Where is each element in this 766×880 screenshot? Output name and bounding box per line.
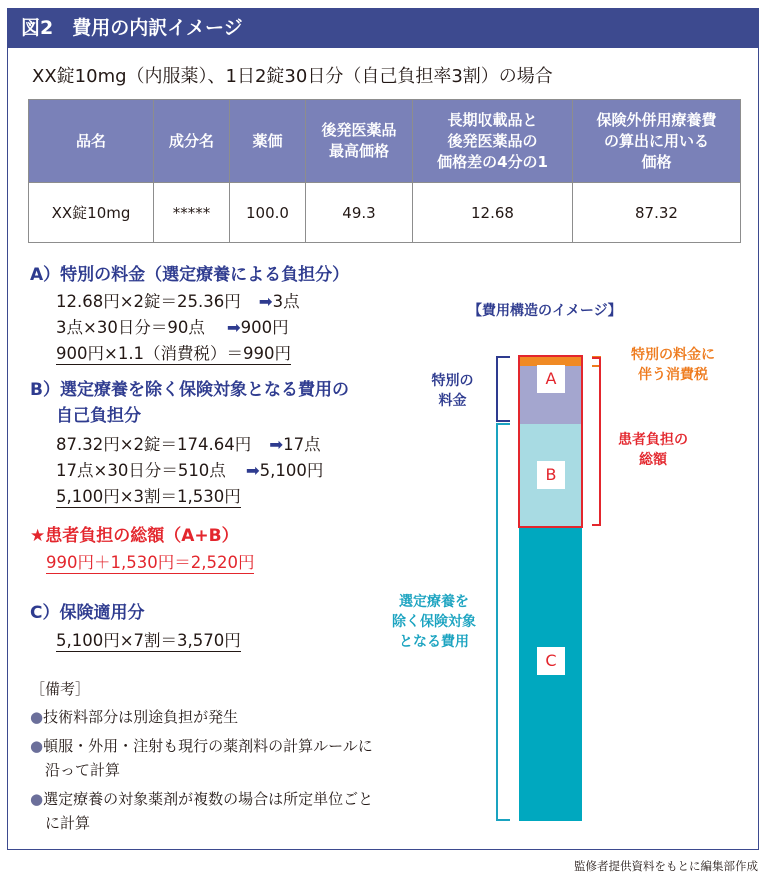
cell-drug-price: 100.0 (230, 183, 306, 243)
bullet-icon: ● (30, 737, 44, 755)
section-b-line1: 87.32円×2錠＝174.64円 ➡17点 (56, 435, 321, 454)
cell-price-gap-quarter: 12.68 (413, 183, 573, 243)
section-a-line2: 3点×30日分＝90点 ➡900円 (56, 318, 289, 337)
header-ingredient: 成分名 (154, 100, 230, 183)
arrow-right-icon: ➡ (258, 292, 273, 311)
insured-cost-label: 選定療養を 除く保険対象 となる費用 (392, 594, 476, 650)
remark-item: ●技術料部分は別途負担が発生 (30, 708, 239, 726)
tax-label: 特別の料金に 伴う消費税 (631, 347, 715, 383)
diagram-title: 【費用構造のイメージ】 (468, 303, 622, 319)
section-c-heading: C）保険適用分 (30, 603, 145, 623)
header-drug-price: 薬価 (230, 100, 306, 183)
section-c-line1: 5,100円×7割＝3,570円 (56, 631, 241, 650)
right-bracket-total (592, 358, 600, 525)
section-b-heading-1: B）選定療養を除く保険対象となる費用の (30, 380, 349, 400)
header-product-name: 品名 (29, 100, 154, 183)
header-calc-price: 保険外併用療養費 の算出に用いる 価格 (573, 100, 741, 183)
section-a-line1: 12.68円×2錠＝25.36円 ➡3点 (56, 292, 300, 311)
figure-title: 図2 費用の内訳イメージ (7, 8, 759, 48)
arrow-right-icon: ➡ (269, 435, 284, 454)
bullet-icon: ● (30, 790, 44, 808)
left-bracket-c (497, 424, 510, 820)
arrow-right-icon: ➡ (245, 461, 260, 480)
total-heading: ★患者負担の総額（A+B） (30, 526, 239, 546)
case-subtitle: XX錠10mg（内服薬）、1日2錠30日分（自己負担率3割）の場合 (32, 66, 553, 87)
arrow-right-icon: ➡ (226, 318, 241, 337)
total-line: 990円＋1,530円＝2,520円 (46, 553, 255, 572)
cell-calc-price: 87.32 (573, 183, 741, 243)
remark-item: ●選定療養の対象薬剤が複数の場合は所定単位ごと に計算 (30, 790, 374, 832)
section-b-line3: 5,100円×3割＝1,530円 (56, 487, 241, 506)
source-credit: 監修者提供資料をもとに編集部作成 (574, 859, 758, 873)
remarks-heading: ［備考］ (30, 680, 91, 698)
segment-a-label: A (537, 365, 565, 393)
segment-b-label: B (537, 461, 565, 489)
header-generic-max-price: 後発医薬品 最高価格 (306, 100, 413, 183)
section-b-line2: 17点×30日分＝510点 ➡5,100円 (56, 461, 324, 480)
cell-generic-max-price: 49.3 (306, 183, 413, 243)
total-burden-label: 患者負担の 総額 (618, 432, 688, 468)
segment-c-label: C (537, 647, 565, 675)
section-a-heading: A）特別の料金（選定療養による負担分） (30, 265, 350, 285)
section-b-heading-2: 自己負担分 (56, 406, 141, 426)
cell-ingredient: ***** (154, 183, 230, 243)
special-fee-label: 特別の 料金 (431, 373, 474, 409)
section-a-line3: 900円×1.1（消費税）＝990円 (56, 344, 292, 363)
bullet-icon: ● (30, 708, 44, 726)
left-bracket-ab (497, 357, 510, 421)
header-price-gap-quarter: 長期収載品と 後発医薬品の 価格差の4分の1 (413, 100, 573, 183)
cell-product-name: XX錠10mg (29, 183, 154, 243)
remark-item: ●頓服・外用・注射も現行の薬剤料の計算ルールに 沿って計算 (30, 737, 373, 779)
